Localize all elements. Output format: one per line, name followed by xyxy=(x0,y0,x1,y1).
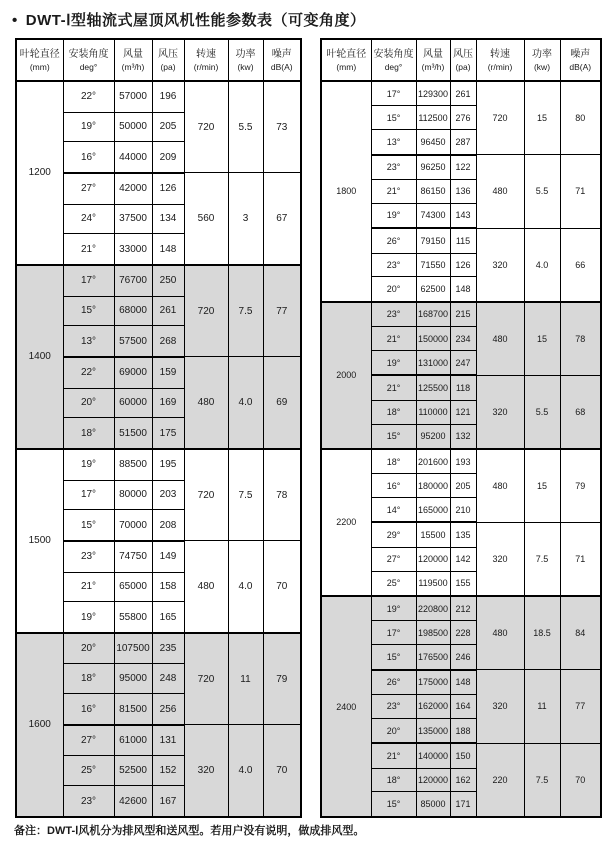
power-cell: 3 xyxy=(228,173,263,265)
angle-cell: 18° xyxy=(371,768,416,792)
header-angle xyxy=(63,39,114,81)
pressure-cell: 208 xyxy=(152,510,184,541)
header-flow-unit: (m³/h) xyxy=(121,61,145,72)
speed-cell: 320 xyxy=(476,375,524,449)
pressure-cell: 159 xyxy=(152,357,184,388)
pressure-cell: 165 xyxy=(152,602,184,633)
noise-cell: 70 xyxy=(560,743,601,817)
pressure-cell: 276 xyxy=(450,106,476,130)
angle-cell: 19° xyxy=(63,602,114,633)
flow-cell: 165000 xyxy=(416,498,450,523)
flow-cell: 61000 xyxy=(114,725,152,756)
speed-cell: 480 xyxy=(476,596,524,670)
header-diameter xyxy=(16,39,63,81)
header-speed-unit: (r/min) xyxy=(487,61,513,72)
header-flow xyxy=(416,39,450,81)
header-diameter-unit: (mm) xyxy=(336,61,357,72)
noise-cell: 79 xyxy=(560,449,601,523)
header-pressure-unit: (pa) xyxy=(160,61,176,72)
angle-cell: 25° xyxy=(371,571,416,596)
flow-cell: 120000 xyxy=(416,547,450,571)
pressure-cell: 287 xyxy=(450,130,476,155)
flow-cell: 44000 xyxy=(114,142,152,173)
flow-cell: 50000 xyxy=(114,112,152,142)
noise-cell: 71 xyxy=(560,155,601,229)
speed-cell: 720 xyxy=(184,265,228,357)
angle-cell: 21° xyxy=(371,179,416,203)
header-pressure-label: 风压 xyxy=(158,48,178,60)
angle-cell: 23° xyxy=(63,786,114,817)
flow-cell: 95000 xyxy=(114,664,152,694)
table-row xyxy=(321,596,601,621)
power-cell: 15 xyxy=(524,302,560,376)
pressure-cell: 150 xyxy=(450,743,476,768)
flow-cell: 80000 xyxy=(114,480,152,510)
angle-cell: 14° xyxy=(371,498,416,523)
flow-cell: 85000 xyxy=(416,792,450,817)
header-diameter-label: 叶轮直径 xyxy=(19,48,60,60)
header-power-unit: (kw) xyxy=(533,61,551,72)
angle-cell: 24° xyxy=(63,204,114,234)
header-power-label: 功率 xyxy=(532,48,552,60)
noise-cell: 66 xyxy=(560,228,601,302)
pressure-cell: 234 xyxy=(450,327,476,351)
angle-cell: 18° xyxy=(371,400,416,424)
pressure-cell: 205 xyxy=(450,474,476,498)
flow-cell: 79150 xyxy=(416,228,450,253)
diameter-cell: 2400 xyxy=(321,596,371,817)
footnote: 备注：DWT-Ⅰ风机分为排风型和送风型。若用户没有说明，做成排风型。 xyxy=(14,825,365,837)
header-noise xyxy=(560,39,601,81)
speed-cell: 720 xyxy=(184,449,228,541)
bullet-icon: • xyxy=(12,12,18,29)
pressure-cell: 268 xyxy=(152,326,184,357)
pressure-cell: 148 xyxy=(450,277,476,302)
pressure-cell: 175 xyxy=(152,418,184,449)
header-speed xyxy=(476,39,524,81)
pressure-cell: 167 xyxy=(152,786,184,817)
pressure-cell: 247 xyxy=(450,350,476,375)
angle-cell: 15° xyxy=(63,510,114,541)
header-flow-label: 风量 xyxy=(123,48,143,60)
angle-cell: 21° xyxy=(371,327,416,351)
power-cell: 4.0 xyxy=(228,357,263,449)
noise-cell: 70 xyxy=(263,541,301,633)
flow-cell: 175000 xyxy=(416,670,450,695)
pressure-cell: 126 xyxy=(450,253,476,277)
header-power xyxy=(228,39,263,81)
angle-cell: 19° xyxy=(63,112,114,142)
flow-cell: 96450 xyxy=(416,130,450,155)
pressure-cell: 215 xyxy=(450,302,476,327)
power-cell: 11 xyxy=(228,633,263,725)
pressure-cell: 126 xyxy=(152,173,184,204)
pressure-cell: 210 xyxy=(450,498,476,523)
pressure-cell: 158 xyxy=(152,572,184,602)
pressure-cell: 261 xyxy=(152,296,184,326)
speed-cell: 480 xyxy=(476,449,524,523)
flow-cell: 33000 xyxy=(114,234,152,265)
header-angle-label: 安装角度 xyxy=(373,48,414,60)
angle-cell: 23° xyxy=(371,302,416,327)
angle-cell: 23° xyxy=(371,695,416,719)
angle-cell: 19° xyxy=(63,449,114,480)
angle-cell: 15° xyxy=(371,792,416,817)
pressure-cell: 195 xyxy=(152,449,184,480)
header-noise-unit: dB(A) xyxy=(569,61,592,72)
flow-cell: 176500 xyxy=(416,645,450,670)
diameter-cell: 1800 xyxy=(321,81,371,302)
table-row xyxy=(321,302,601,327)
page-title xyxy=(12,9,366,30)
table-row xyxy=(16,81,301,112)
angle-cell: 16° xyxy=(63,142,114,173)
flow-cell: 60000 xyxy=(114,388,152,418)
flow-cell: 162000 xyxy=(416,695,450,719)
angle-cell: 21° xyxy=(371,743,416,768)
noise-cell: 73 xyxy=(263,81,301,173)
table-row xyxy=(321,81,601,106)
power-cell: 5.5 xyxy=(524,155,560,229)
pressure-cell: 248 xyxy=(152,664,184,694)
pressure-cell: 256 xyxy=(152,694,184,725)
angle-cell: 21° xyxy=(371,375,416,400)
pressure-cell: 164 xyxy=(450,695,476,719)
angle-cell: 13° xyxy=(63,326,114,357)
flow-cell: 88500 xyxy=(114,449,152,480)
fan-spec-table-left xyxy=(15,38,302,818)
diameter-cell: 1600 xyxy=(16,633,63,817)
header-pressure xyxy=(152,39,184,81)
flow-cell: 15500 xyxy=(416,522,450,547)
angle-cell: 15° xyxy=(63,296,114,326)
pressure-cell: 196 xyxy=(152,81,184,112)
angle-cell: 21° xyxy=(63,234,114,265)
speed-cell: 320 xyxy=(476,522,524,596)
flow-cell: 220800 xyxy=(416,596,450,621)
power-cell: 15 xyxy=(524,81,560,155)
speed-cell: 320 xyxy=(476,228,524,302)
pressure-cell: 261 xyxy=(450,81,476,106)
flow-cell: 86150 xyxy=(416,179,450,203)
angle-cell: 19° xyxy=(371,596,416,621)
table-row xyxy=(16,265,301,296)
pressure-cell: 142 xyxy=(450,547,476,571)
power-cell: 7.5 xyxy=(524,743,560,817)
speed-cell: 480 xyxy=(476,155,524,229)
angle-cell: 17° xyxy=(371,621,416,645)
angle-cell: 13° xyxy=(371,130,416,155)
pressure-cell: 149 xyxy=(152,541,184,572)
angle-cell: 19° xyxy=(371,350,416,375)
pressure-cell: 209 xyxy=(152,142,184,173)
speed-cell: 320 xyxy=(184,725,228,817)
angle-cell: 25° xyxy=(63,756,114,786)
flow-cell: 74300 xyxy=(416,203,450,228)
angle-cell: 18° xyxy=(371,449,416,474)
pressure-cell: 228 xyxy=(450,621,476,645)
header-speed-unit: (r/min) xyxy=(193,61,219,72)
pressure-cell: 250 xyxy=(152,265,184,296)
power-cell: 7.5 xyxy=(228,265,263,357)
header-angle-unit: deg° xyxy=(79,61,98,72)
flow-cell: 96250 xyxy=(416,155,450,180)
power-cell: 4.0 xyxy=(228,541,263,633)
noise-cell: 69 xyxy=(263,357,301,449)
flow-cell: 201600 xyxy=(416,449,450,474)
pressure-cell: 122 xyxy=(450,155,476,180)
header-diameter xyxy=(321,39,371,81)
pressure-cell: 131 xyxy=(152,725,184,756)
flow-cell: 112500 xyxy=(416,106,450,130)
diameter-cell: 1400 xyxy=(16,265,63,449)
angle-cell: 27° xyxy=(371,547,416,571)
flow-cell: 71550 xyxy=(416,253,450,277)
header-angle-label: 安装角度 xyxy=(68,48,109,60)
flow-cell: 150000 xyxy=(416,327,450,351)
noise-cell: 78 xyxy=(263,449,301,541)
power-cell: 7.5 xyxy=(524,522,560,596)
flow-cell: 57500 xyxy=(114,326,152,357)
pressure-cell: 152 xyxy=(152,756,184,786)
header-noise-unit: dB(A) xyxy=(270,61,293,72)
angle-cell: 17° xyxy=(371,81,416,106)
header-diameter-label: 叶轮直径 xyxy=(326,48,367,60)
fan-spec-table-right xyxy=(320,38,602,818)
power-cell: 4.0 xyxy=(228,725,263,817)
speed-cell: 480 xyxy=(476,302,524,376)
angle-cell: 23° xyxy=(63,541,114,572)
pressure-cell: 203 xyxy=(152,480,184,510)
flow-cell: 51500 xyxy=(114,418,152,449)
diameter-cell: 2200 xyxy=(321,449,371,596)
angle-cell: 19° xyxy=(371,203,416,228)
pressure-cell: 134 xyxy=(152,204,184,234)
flow-cell: 168700 xyxy=(416,302,450,327)
flow-cell: 131000 xyxy=(416,350,450,375)
angle-cell: 18° xyxy=(63,664,114,694)
flow-cell: 140000 xyxy=(416,743,450,768)
pressure-cell: 148 xyxy=(450,670,476,695)
angle-cell: 22° xyxy=(63,81,114,112)
header-angle xyxy=(371,39,416,81)
flow-cell: 107500 xyxy=(114,633,152,664)
diameter-cell: 1200 xyxy=(16,81,63,265)
noise-cell: 77 xyxy=(263,265,301,357)
header-flow-unit: (m³/h) xyxy=(421,61,445,72)
noise-cell: 70 xyxy=(263,725,301,817)
header-angle-unit: deg° xyxy=(384,61,403,72)
angle-cell: 17° xyxy=(63,265,114,296)
flow-cell: 95200 xyxy=(416,424,450,449)
page-title-text: DWT-Ⅰ型轴流式屋顶风机性能参数表（可变角度） xyxy=(25,12,366,29)
table-row xyxy=(321,449,601,474)
pressure-cell: 118 xyxy=(450,375,476,400)
flow-cell: 120000 xyxy=(416,768,450,792)
angle-cell: 20° xyxy=(371,718,416,743)
pressure-cell: 188 xyxy=(450,718,476,743)
flow-cell: 110000 xyxy=(416,400,450,424)
pressure-cell: 136 xyxy=(450,179,476,203)
header-flow xyxy=(114,39,152,81)
header-pressure xyxy=(450,39,476,81)
flow-cell: 180000 xyxy=(416,474,450,498)
header-noise-label: 噪声 xyxy=(271,48,292,60)
header-flow-label: 风量 xyxy=(423,48,443,60)
header-diameter-unit: (mm) xyxy=(29,61,50,72)
angle-cell: 15° xyxy=(371,106,416,130)
angle-cell: 23° xyxy=(371,253,416,277)
flow-cell: 57000 xyxy=(114,81,152,112)
flow-cell: 129300 xyxy=(416,81,450,106)
flow-cell: 65000 xyxy=(114,572,152,602)
noise-cell: 68 xyxy=(560,375,601,449)
angle-cell: 22° xyxy=(63,357,114,388)
header-pressure-label: 风压 xyxy=(453,48,473,60)
angle-cell: 20° xyxy=(63,388,114,418)
speed-cell: 720 xyxy=(476,81,524,155)
angle-cell: 23° xyxy=(371,155,416,180)
pressure-cell: 121 xyxy=(450,400,476,424)
power-cell: 15 xyxy=(524,449,560,523)
header-row xyxy=(321,39,601,81)
flow-cell: 52500 xyxy=(114,756,152,786)
diameter-cell: 2000 xyxy=(321,302,371,449)
header-power-label: 功率 xyxy=(235,48,256,60)
noise-cell: 78 xyxy=(560,302,601,376)
header-pressure-unit: (pa) xyxy=(455,61,471,72)
flow-cell: 70000 xyxy=(114,510,152,541)
angle-cell: 27° xyxy=(63,173,114,204)
flow-cell: 81500 xyxy=(114,694,152,725)
header-noise-label: 噪声 xyxy=(570,48,591,60)
flow-cell: 68000 xyxy=(114,296,152,326)
power-cell: 5.5 xyxy=(524,375,560,449)
speed-cell: 720 xyxy=(184,633,228,725)
angle-cell: 15° xyxy=(371,424,416,449)
angle-cell: 17° xyxy=(63,480,114,510)
flow-cell: 74750 xyxy=(114,541,152,572)
pressure-cell: 148 xyxy=(152,234,184,265)
table-row xyxy=(16,449,301,480)
pressure-cell: 212 xyxy=(450,596,476,621)
angle-cell: 26° xyxy=(371,228,416,253)
pressure-cell: 115 xyxy=(450,228,476,253)
noise-cell: 79 xyxy=(263,633,301,725)
speed-cell: 480 xyxy=(184,541,228,633)
angle-cell: 18° xyxy=(63,418,114,449)
diameter-cell: 1500 xyxy=(16,449,63,633)
angle-cell: 20° xyxy=(63,633,114,664)
pressure-cell: 155 xyxy=(450,571,476,596)
angle-cell: 20° xyxy=(371,277,416,302)
power-cell: 7.5 xyxy=(228,449,263,541)
power-cell: 4.0 xyxy=(524,228,560,302)
noise-cell: 71 xyxy=(560,522,601,596)
noise-cell: 77 xyxy=(560,670,601,744)
noise-cell: 80 xyxy=(560,81,601,155)
speed-cell: 560 xyxy=(184,173,228,265)
header-speed xyxy=(184,39,228,81)
pressure-cell: 193 xyxy=(450,449,476,474)
flow-cell: 76700 xyxy=(114,265,152,296)
power-cell: 18.5 xyxy=(524,596,560,670)
header-noise xyxy=(263,39,301,81)
header-row xyxy=(16,39,301,81)
flow-cell: 119500 xyxy=(416,571,450,596)
flow-cell: 55800 xyxy=(114,602,152,633)
angle-cell: 16° xyxy=(63,694,114,725)
pressure-cell: 171 xyxy=(450,792,476,817)
flow-cell: 42600 xyxy=(114,786,152,817)
angle-cell: 26° xyxy=(371,670,416,695)
angle-cell: 29° xyxy=(371,522,416,547)
table-row xyxy=(16,633,301,664)
angle-cell: 27° xyxy=(63,725,114,756)
flow-cell: 69000 xyxy=(114,357,152,388)
header-speed-label: 转速 xyxy=(490,48,510,60)
noise-cell: 84 xyxy=(560,596,601,670)
pressure-cell: 205 xyxy=(152,112,184,142)
flow-cell: 37500 xyxy=(114,204,152,234)
angle-cell: 15° xyxy=(371,645,416,670)
flow-cell: 62500 xyxy=(416,277,450,302)
speed-cell: 320 xyxy=(476,670,524,744)
header-power-unit: (kw) xyxy=(237,61,254,72)
noise-cell: 67 xyxy=(263,173,301,265)
flow-cell: 42000 xyxy=(114,173,152,204)
pressure-cell: 143 xyxy=(450,203,476,228)
flow-cell: 198500 xyxy=(416,621,450,645)
pressure-cell: 169 xyxy=(152,388,184,418)
pressure-cell: 132 xyxy=(450,424,476,449)
header-speed-label: 转速 xyxy=(196,48,216,60)
angle-cell: 16° xyxy=(371,474,416,498)
pressure-cell: 135 xyxy=(450,522,476,547)
angle-cell: 21° xyxy=(63,572,114,602)
flow-cell: 125500 xyxy=(416,375,450,400)
speed-cell: 480 xyxy=(184,357,228,449)
pressure-cell: 235 xyxy=(152,633,184,664)
speed-cell: 720 xyxy=(184,81,228,173)
pressure-cell: 246 xyxy=(450,645,476,670)
power-cell: 5.5 xyxy=(228,81,263,173)
flow-cell: 135000 xyxy=(416,718,450,743)
speed-cell: 220 xyxy=(476,743,524,817)
pressure-cell: 162 xyxy=(450,768,476,792)
header-power xyxy=(524,39,560,81)
power-cell: 11 xyxy=(524,670,560,744)
